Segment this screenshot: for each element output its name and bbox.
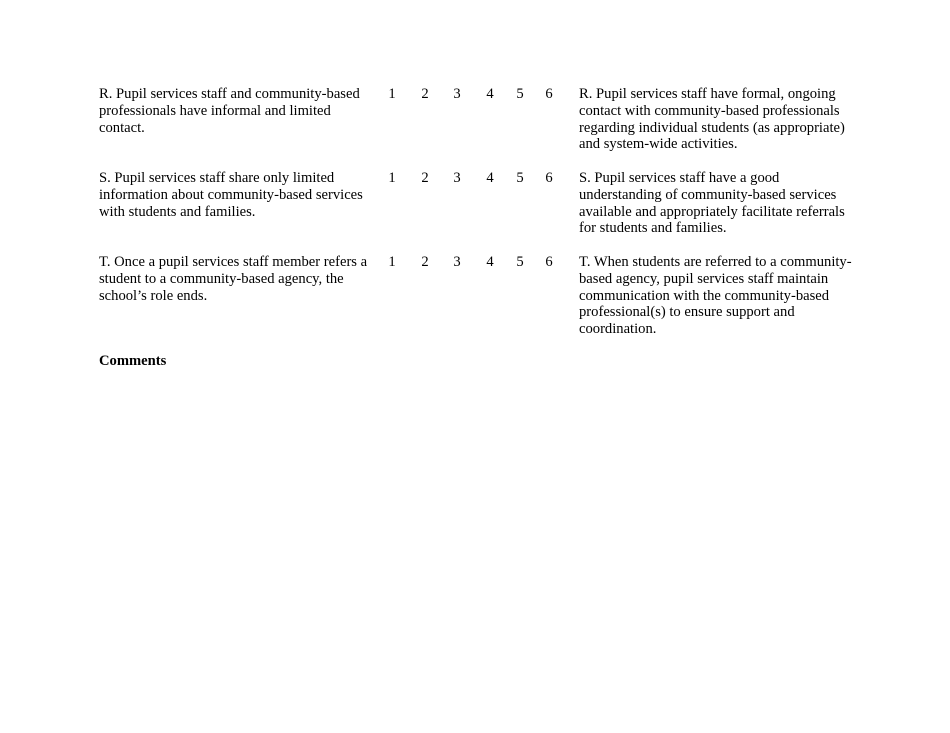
row-s-scale-1: 1 <box>388 170 396 186</box>
comments-heading: Comments <box>99 353 167 369</box>
row-s-scale-4: 4 <box>486 170 494 186</box>
row-r-scale-1: 1 <box>388 86 396 102</box>
row-s-scale-5: 5 <box>516 170 524 186</box>
row-t-scale <box>386 254 569 272</box>
row-t-high-description: T. When students are referred to a community- based agency, pupil services staff maintain communication with the community-based professional(s) to ensure support and coordination. <box>579 254 852 338</box>
row-r-scale-3: 3 <box>453 86 461 102</box>
rating-row-r <box>99 86 869 170</box>
row-s-scale-3: 3 <box>453 170 461 186</box>
row-r-scale-4: 4 <box>486 86 494 102</box>
row-r-scale-5: 5 <box>516 86 524 102</box>
rating-row-t <box>99 254 869 355</box>
row-s-scale-2: 2 <box>421 170 429 186</box>
row-s-scale-6: 6 <box>545 170 553 186</box>
row-r-high-description: R. Pupil services staff have formal, ongoing contact with community-based professionals regarding individual students (as appropriate) and system-wide activities. <box>579 86 845 153</box>
row-r-scale-2: 2 <box>421 86 429 102</box>
rating-row-s <box>99 170 869 254</box>
row-r-scale <box>386 86 569 104</box>
row-t-scale-1: 1 <box>388 254 396 270</box>
row-r-low-description: R. Pupil services staff and community-based professionals have informal and limited contact. <box>99 86 360 136</box>
row-t-scale-4: 4 <box>486 254 494 270</box>
row-t-low-description: T. Once a pupil services staff member refers a student to a community-based agency, the school’s role ends. <box>99 254 368 304</box>
row-t-scale-5: 5 <box>516 254 524 270</box>
row-t-scale-3: 3 <box>453 254 461 270</box>
row-r-scale-6: 6 <box>545 86 553 102</box>
row-t-scale-6: 6 <box>545 254 553 270</box>
row-s-high-description: S. Pupil services staff have a good understanding of community-based services available and appropriately facilitate referrals for students and families. <box>579 170 845 237</box>
row-t-scale-2: 2 <box>421 254 429 270</box>
row-s-scale <box>386 170 569 188</box>
rating-rows <box>99 86 869 355</box>
row-s-low-description: S. Pupil services staff share only limited information about community-based services with students and families. <box>99 170 363 220</box>
